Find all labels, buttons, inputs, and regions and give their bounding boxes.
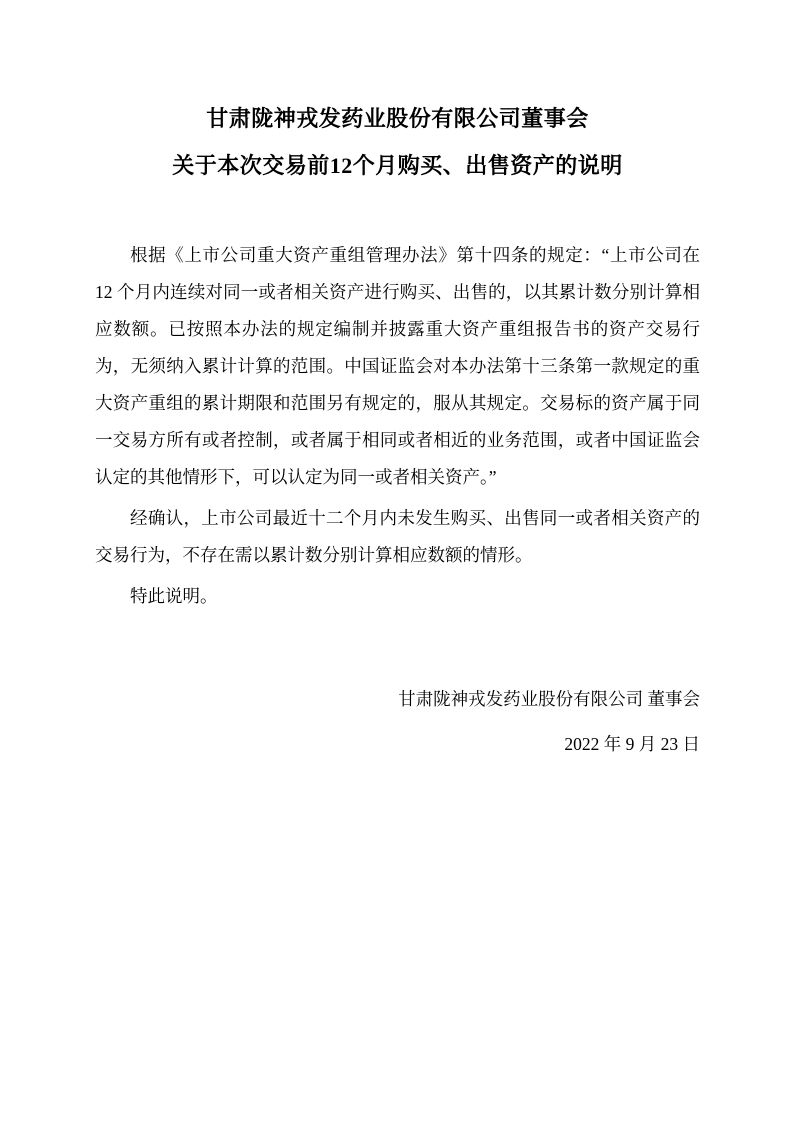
paragraph-regulation-quote: 根据《上市公司重大资产重组管理办法》第十四条的规定：“上市公司在 12 个月内连续对同一或者相关资产进行购买、出售的，以其累计数分别计算相应数额。已按照本办法的规定编制并披露重大资产重组报告书的资产交易行为，无须纳入累计计算的范围。中国证监会对本办法第十三条第一款规定的重大资产重组的累计期限和范围另有规定的，服从其规定。交易标的资产属于同一交易方所有或者控制，或者属于相同或者相近的业务范围，或者中国证监会认定的其他情形下，可以认定为同一或者相关资产。” [95,245,700,487]
document-title-line-2: 关于本次交易前12个月购买、出售资产的说明 [172,153,623,178]
date-line: 2022 年 9 月 23 日 [564,734,700,754]
document-body [95,237,700,615]
document-closing [95,677,700,767]
document-title [95,95,700,189]
paragraph-statement: 特此说明。 [130,586,218,606]
paragraph-confirmation: 经确认，上市公司最近十二个月内未发生购买、出售同一或者相关资产的交易行为，不存在需以累计数分别计算相应数额的情形。 [95,508,700,565]
document-title-line-1: 甘肃陇神戎发药业股份有限公司董事会 [206,106,589,131]
signature-line: 甘肃陇神戎发药业股份有限公司 董事会 [398,689,700,709]
